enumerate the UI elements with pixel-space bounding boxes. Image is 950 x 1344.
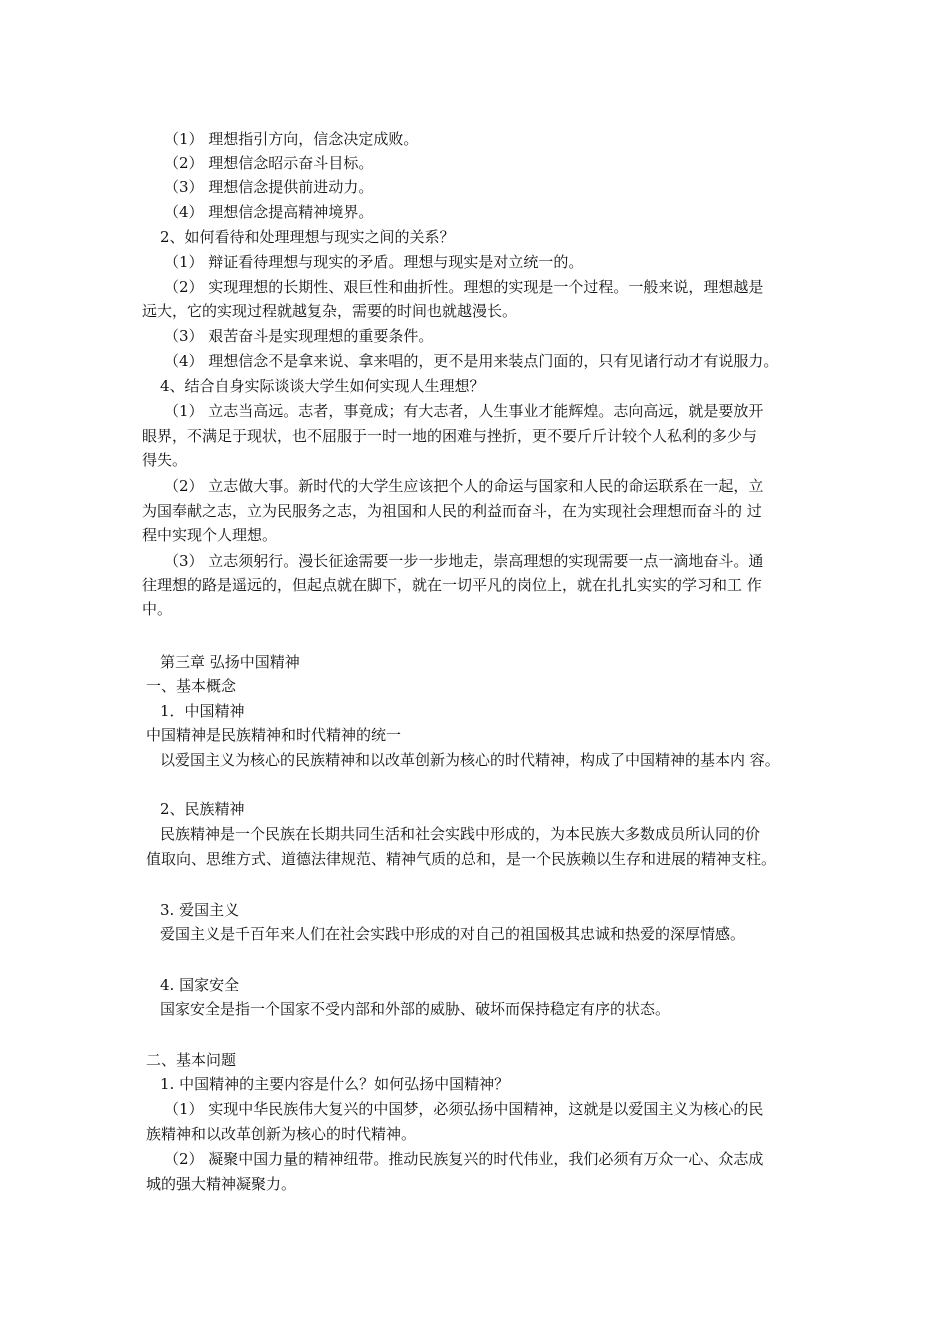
subsection-heading: 3. 爱国主义 [160, 901, 240, 919]
text-line: （3） 理想信念提供前进动力。 [164, 178, 374, 196]
text-line: 爱国主义是千百年来人们在社会实践中形成的对自己的祖国极其忠诚和热爱的深厚情感。 [160, 925, 746, 943]
text-line: 4、结合自身实际谈谈大学生如何实现人生理想？ [160, 377, 485, 395]
section-heading: 一、基本概念 [146, 677, 237, 695]
subsection-heading: 1．中国精神 [160, 702, 245, 720]
subsection-heading: 2、民族精神 [160, 800, 245, 818]
text-line: （4） 理想信念提高精神境界。 [164, 203, 374, 221]
text-line: 族精神和以改革创新为核心的时代精神。 [146, 1125, 417, 1143]
text-line: （1） 实现中华民族伟大复兴的中国梦，必须弘扬中国精神，这就是以爱国主义为核心的民 [164, 1100, 764, 1118]
text-line: 2、如何看待和处理理想与现实之间的关系？ [160, 228, 455, 246]
text-line: （3） 艰苦奋斗是实现理想的重要条件。 [164, 327, 434, 345]
text-line: 中。 [142, 600, 173, 618]
text-line: （1） 理想指引方向，信念决定成败。 [164, 130, 419, 148]
chapter-heading: 第三章 弘扬中国精神 [160, 653, 300, 671]
text-line: （2） 凝聚中国力量的精神纽带。推动民族复兴的时代伟业，我们必须有万众一心、众志成 [164, 1150, 764, 1168]
text-line: （2） 理想信念昭示奋斗目标。 [164, 154, 374, 172]
text-line: 程中实现个人理想。 [142, 526, 278, 544]
text-line: 中国精神是民族精神和时代精神的统一 [146, 726, 402, 744]
text-line: （2） 实现理想的长期性、艰巨性和曲折性。理想的实现是一个过程。一般来说，理想越是 [164, 278, 764, 296]
section-heading: 二、基本问题 [146, 1051, 237, 1069]
text-line: 国家安全是指一个国家不受内部和外部的威胁、破坏而保持稳定有序的状态。 [160, 1000, 671, 1018]
subsection-heading: 4. 国家安全 [160, 976, 240, 994]
text-line: 得失。 [142, 451, 188, 469]
text-line: （1） 立志当高远。志者，事竟成；有大志者，人生事业才能辉煌。志向高远，就是要放开 [164, 402, 764, 420]
text-line: 眼界，不满足于现状，也不屈服于一时一地的困难与挫折，更不要斤斤计较个人私利的多少与 [142, 427, 758, 445]
text-line: 为国奉献之志，立为民服务之志，为祖国和人民的利益而奋斗，在为实现社会理想而奋斗的 过 [142, 502, 762, 520]
text-line: （3） 立志须躬行。漫长征途需要一步一步地走，崇高理想的实现需要一点一滴地奋斗。通 [164, 552, 764, 570]
text-line: 远大，它的实现过程就越复杂，需要的时间也就越漫长。 [142, 302, 518, 320]
text-line: 以爱国主义为核心的民族精神和以改革创新为核心的时代精神，构成了中国精神的基本内 容。 [160, 751, 780, 769]
text-line: 值取向、思维方式、道德法律规范、精神气质的总和，是一个民族赖以生存和进展的精神支柱。 [146, 850, 777, 868]
text-line: （1） 辩证看待理想与现实的矛盾。理想与现实是对立统一的。 [164, 253, 584, 271]
subsection-heading: 1. 中国精神的主要内容是什么？如何弘扬中国精神？ [160, 1075, 510, 1093]
text-line: （2） 立志做大事。新时代的大学生应该把个人的命运与国家和人民的命运联系在一起，立 [164, 477, 764, 495]
text-line: 民族精神是一个民族在长期共同生活和社会实践中形成的，为本民族大多数成员所认同的价 [160, 825, 761, 843]
text-line: 往理想的路是遥远的，但起点就在脚下，就在一切平凡的岗位上，就在扎扎实实的学习和工 作 [142, 576, 762, 594]
text-line: 城的强大精神凝聚力。 [146, 1175, 297, 1193]
text-line: （4） 理想信念不是拿来说、拿来唱的，更不是用来装点门面的，只有见诸行动才有说服力。 [164, 352, 779, 370]
